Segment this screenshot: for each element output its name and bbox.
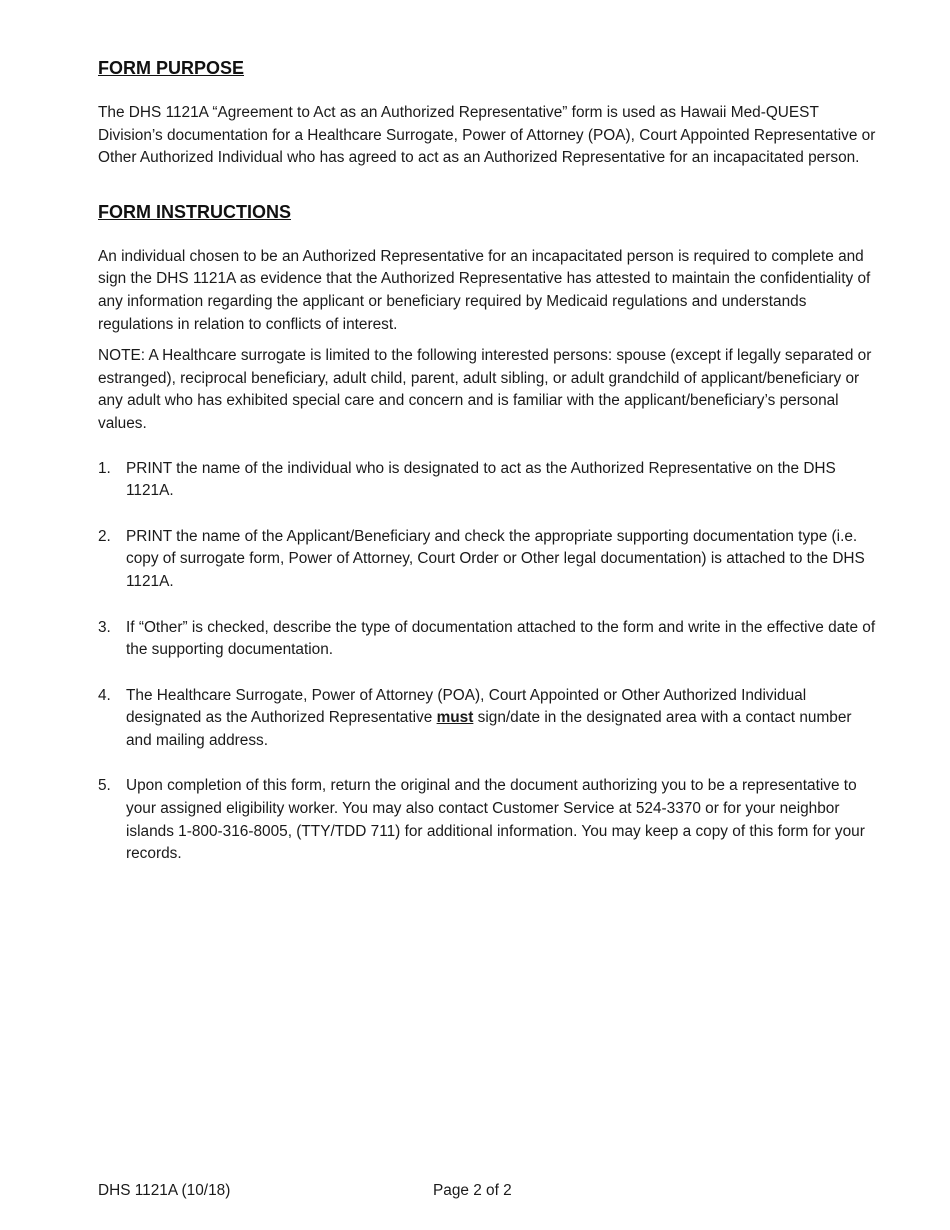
form-instructions-heading: FORM INSTRUCTIONS bbox=[98, 201, 291, 222]
step-number: 2. bbox=[98, 527, 111, 545]
footer-page-number: Page 2 of 2 bbox=[433, 1182, 512, 1199]
must-emphasis: must bbox=[436, 709, 474, 727]
step-text: PRINT the name of the Applicant/Beneficiary and check the appropriate supporting documentation type (i.e. copy of surrogate form, Power of Attorney, Court Order or Other legal documentation) is attached to the DHS 1121A. bbox=[126, 527, 865, 590]
document-page bbox=[98, 56, 876, 889]
step-text-after: sign/date in the designated area with a contact number and mailing address. bbox=[126, 709, 852, 749]
instruction-step bbox=[98, 526, 876, 594]
step-number: 1. bbox=[98, 459, 111, 477]
footer-form-id: DHS 1121A (10/18) bbox=[98, 1182, 231, 1199]
form-purpose-text: The DHS 1121A “Agreement to Act as an Authorized Representative” form is used as Hawaii Med-QUEST Division’s documentation for a Healthcare Surrogate, Power of Attorney (POA), Court Appointed Representative or Other Authorized Individual who has agreed to act as an Authorized Representative for an incapacitated person. bbox=[98, 104, 876, 167]
step-text: Upon completion of this form, return the original and the document authorizing you to be a representative to your assigned eligibility worker. You may also contact Customer Service at 524-3370 or for your neighbor islands 1-800-316-8005, (TTY/TDD 711) for additional information. You may keep a copy of this form for your records. bbox=[126, 777, 865, 863]
step-text: PRINT the name of the individual who is designated to act as the Authorized Representative on the DHS 1121A. bbox=[126, 459, 836, 500]
surrogate-note-text: NOTE: A Healthcare surrogate is limited to the following interested persons: spouse (except if legally separated or estranged), reciprocal beneficiary, adult child, parent, adult sibling, or adult grandchild of applicant/beneficiary or any adult who has exhibited special care and concern and is familiar with the applicant/beneficiary’s personal values. bbox=[98, 347, 872, 432]
instruction-step bbox=[98, 458, 876, 503]
step-number: 5. bbox=[98, 777, 111, 795]
form-purpose-heading: FORM PURPOSE bbox=[98, 58, 245, 78]
step-number: 3. bbox=[98, 618, 111, 636]
step-text: If “Other” is checked, describe the type of documentation attached to the form and write in the effective date of the supporting documentation. bbox=[126, 618, 876, 659]
step-text-before: The Healthcare Surrogate, Power of Attorney (POA), Court Appointed or Other Authorized Individual designated as the Authorized Representative bbox=[126, 686, 807, 727]
instructions-intro-text: An individual chosen to be an Authorized Representative for an incapacitated person is required to complete and sign the DHS 1121A as evidence that the Authorized Representative has attested to maintain the confidentiality of any information regarding the applicant or beneficiary required by Medicaid regulations and understands regulations in relation to conflicts of interest. bbox=[98, 247, 871, 333]
instruction-step bbox=[98, 775, 876, 865]
instruction-step bbox=[98, 617, 876, 662]
instruction-step bbox=[98, 685, 876, 753]
step-number: 4. bbox=[98, 686, 111, 704]
instructions-step-list bbox=[98, 458, 876, 866]
